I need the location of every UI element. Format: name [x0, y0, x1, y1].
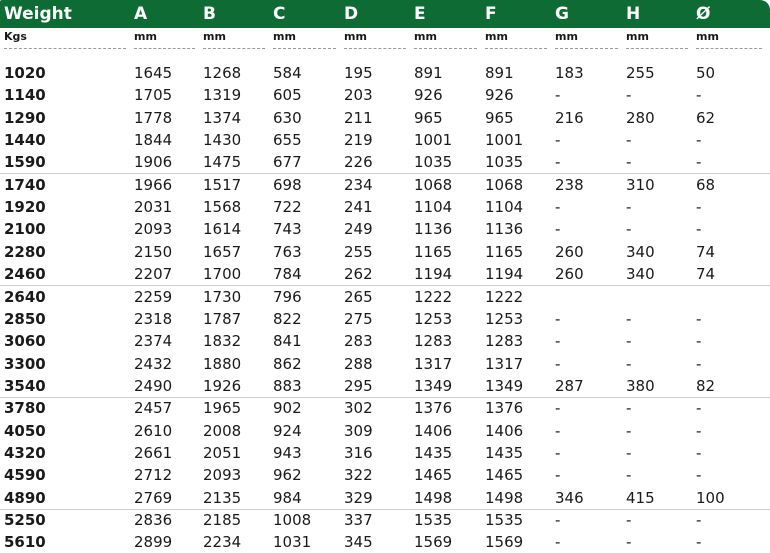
cell-c: 822	[273, 309, 302, 328]
column-header-e: E	[414, 4, 426, 24]
cell-diameter: -	[696, 220, 702, 239]
table-row	[0, 196, 770, 218]
cell-c: 1008	[273, 511, 312, 529]
cell-f: 1317	[485, 354, 524, 373]
table-row	[0, 330, 770, 352]
unit-underline	[203, 48, 265, 49]
cell-d: 234	[344, 175, 373, 194]
cell-e: 1165	[414, 242, 453, 261]
column-header-a: A	[134, 4, 148, 24]
cell-e: 926	[414, 86, 443, 105]
table-row	[0, 218, 770, 240]
cell-h: -	[626, 198, 632, 217]
table-row	[0, 464, 770, 486]
cell-weight: 4050	[4, 421, 46, 440]
cell-g: 260	[555, 265, 584, 284]
cell-g: 216	[555, 108, 584, 127]
cell-weight: 1440	[4, 131, 46, 150]
cell-weight: 2640	[4, 287, 46, 306]
cell-f: 1376	[485, 399, 524, 418]
cell-a: 1645	[134, 64, 173, 82]
cell-f: 1104	[485, 198, 524, 217]
cell-c: 722	[273, 198, 302, 217]
cell-weight: 2100	[4, 220, 46, 239]
cell-d: 316	[344, 443, 373, 462]
unit-label-diameter: mm	[696, 30, 719, 43]
cell-weight: 1920	[4, 198, 46, 217]
cell-weight: 1140	[4, 86, 46, 105]
cell-h: 415	[626, 488, 655, 507]
cell-h: -	[626, 421, 632, 440]
cell-e: 1435	[414, 443, 453, 462]
table-row	[0, 442, 770, 464]
cell-g: -	[555, 220, 561, 239]
column-header-d: D	[344, 4, 359, 24]
table-row	[0, 531, 770, 553]
cell-a: 1906	[134, 153, 173, 172]
cell-d: 265	[344, 287, 373, 306]
cell-weight: 3780	[4, 399, 46, 418]
cell-g: -	[555, 354, 561, 373]
unit-underline	[134, 48, 195, 49]
cell-e: 1136	[414, 220, 453, 239]
cell-d: 262	[344, 265, 373, 284]
cell-a: 1844	[134, 131, 173, 150]
cell-f: 1349	[485, 376, 524, 395]
cell-a: 2490	[134, 376, 173, 395]
unit-underline	[414, 48, 477, 49]
cell-h: -	[626, 153, 632, 172]
cell-weight: 5250	[4, 511, 46, 529]
cell-b: 1374	[203, 108, 242, 127]
cell-d: 322	[344, 466, 373, 485]
cell-e: 1376	[414, 399, 453, 418]
cell-a: 2457	[134, 399, 173, 418]
cell-b: 1614	[203, 220, 242, 239]
cell-b: 1700	[203, 265, 242, 284]
cell-h: 380	[626, 376, 655, 395]
table-row	[0, 308, 770, 330]
cell-e: 1001	[414, 131, 453, 150]
cell-c: 784	[273, 265, 302, 284]
cell-weight: 3060	[4, 332, 46, 351]
cell-b: 1832	[203, 332, 242, 351]
cell-a: 2093	[134, 220, 173, 239]
cell-c: 902	[273, 399, 302, 418]
cell-h: -	[626, 511, 632, 529]
cell-d: 249	[344, 220, 373, 239]
cell-d: 283	[344, 332, 373, 351]
cell-d: 275	[344, 309, 373, 328]
cell-c: 763	[273, 242, 302, 261]
unit-label-g: mm	[555, 30, 578, 43]
cell-a: 2432	[134, 354, 173, 373]
cell-diameter: -	[696, 198, 702, 217]
cell-weight: 2280	[4, 242, 46, 261]
cell-g: 260	[555, 242, 584, 261]
cell-g: -	[555, 86, 561, 105]
cell-diameter: -	[696, 332, 702, 351]
cell-e: 1222	[414, 287, 453, 306]
cell-b: 1880	[203, 354, 242, 373]
cell-c: 883	[273, 376, 302, 395]
cell-h: -	[626, 131, 632, 150]
cell-c: 655	[273, 131, 302, 150]
cell-diameter: -	[696, 131, 702, 150]
cell-weight: 1740	[4, 175, 46, 194]
cell-h: -	[626, 443, 632, 462]
cell-d: 288	[344, 354, 373, 373]
cell-e: 1283	[414, 332, 453, 351]
cell-c: 984	[273, 488, 302, 507]
cell-c: 677	[273, 153, 302, 172]
cell-g: -	[555, 131, 561, 150]
cell-b: 1430	[203, 131, 242, 150]
cell-c: 630	[273, 108, 302, 127]
cell-diameter: -	[696, 421, 702, 440]
cell-b: 1730	[203, 287, 242, 306]
cell-a: 2769	[134, 488, 173, 507]
cell-weight: 3540	[4, 376, 46, 395]
cell-d: 309	[344, 421, 373, 440]
cell-a: 2150	[134, 242, 173, 261]
cell-f: 926	[485, 86, 514, 105]
cell-weight: 2850	[4, 309, 46, 328]
cell-d: 226	[344, 153, 373, 172]
cell-e: 1035	[414, 153, 453, 172]
cell-diameter: 74	[696, 242, 716, 261]
cell-b: 1965	[203, 399, 242, 418]
cell-a: 1705	[134, 86, 173, 105]
cell-diameter: -	[696, 354, 702, 373]
cell-h: -	[626, 332, 632, 351]
unit-label-d: mm	[344, 30, 367, 43]
cell-c: 698	[273, 175, 302, 194]
table-row	[0, 487, 770, 509]
cell-weight: 1020	[4, 64, 46, 82]
unit-label-c: mm	[273, 30, 296, 43]
cell-g: -	[555, 198, 561, 217]
cell-b: 2185	[203, 511, 242, 529]
cell-h: 280	[626, 108, 655, 127]
table-row	[0, 62, 770, 84]
cell-diameter: -	[696, 309, 702, 328]
cell-h: -	[626, 86, 632, 105]
cell-diameter: 82	[696, 376, 716, 395]
table-row	[0, 129, 770, 151]
cell-g: -	[555, 443, 561, 462]
unit-label-weight: Kgs	[4, 30, 27, 43]
cell-weight: 4320	[4, 443, 46, 462]
unit-label-h: mm	[626, 30, 649, 43]
cell-e: 1349	[414, 376, 453, 395]
cell-diameter: -	[696, 511, 702, 529]
cell-g: 183	[555, 64, 584, 82]
cell-h: 255	[626, 64, 655, 82]
cell-f: 1253	[485, 309, 524, 328]
cell-b: 1787	[203, 309, 242, 328]
cell-a: 2661	[134, 443, 173, 462]
cell-b: 1475	[203, 153, 242, 172]
unit-underline	[696, 48, 762, 49]
cell-d: 337	[344, 511, 373, 529]
cell-c: 862	[273, 354, 302, 373]
cell-diameter: -	[696, 153, 702, 172]
cell-f: 1194	[485, 265, 524, 284]
table-row	[0, 107, 770, 129]
cell-f: 1222	[485, 287, 524, 306]
unit-underline	[626, 48, 688, 49]
cell-g: 287	[555, 376, 584, 395]
cell-g: 346	[555, 488, 584, 507]
cell-a: 2374	[134, 332, 173, 351]
cell-a: 2712	[134, 466, 173, 485]
cell-f: 1569	[485, 533, 524, 552]
cell-d: 302	[344, 399, 373, 418]
cell-d: 195	[344, 64, 373, 82]
cell-b: 1568	[203, 198, 242, 217]
cell-e: 1498	[414, 488, 453, 507]
cell-g: -	[555, 533, 561, 552]
cell-a: 2207	[134, 265, 173, 284]
cell-d: 219	[344, 131, 373, 150]
cell-diameter: 62	[696, 108, 716, 127]
cell-b: 2051	[203, 443, 242, 462]
table-row	[0, 84, 770, 106]
cell-g: -	[555, 511, 561, 529]
column-header-g: G	[555, 4, 569, 24]
cell-c: 605	[273, 86, 302, 105]
unit-underline	[344, 48, 406, 49]
cell-diameter: 74	[696, 265, 716, 284]
cell-d: 345	[344, 533, 373, 552]
cell-d: 329	[344, 488, 373, 507]
cell-e: 1194	[414, 265, 453, 284]
cell-diameter: -	[696, 86, 702, 105]
table-row	[0, 286, 770, 308]
cell-h: -	[626, 533, 632, 552]
cell-f: 1165	[485, 242, 524, 261]
cell-b: 1517	[203, 175, 242, 194]
cell-a: 2610	[134, 421, 173, 440]
cell-f: 1406	[485, 421, 524, 440]
cell-weight: 2460	[4, 265, 46, 284]
unit-label-b: mm	[203, 30, 226, 43]
cell-b: 2093	[203, 466, 242, 485]
cell-c: 1031	[273, 533, 312, 552]
cell-f: 1001	[485, 131, 524, 150]
cell-f: 1068	[485, 175, 524, 194]
table-row	[0, 397, 770, 419]
cell-b: 1319	[203, 86, 242, 105]
column-header-diameter: Ø	[696, 4, 711, 24]
cell-e: 1104	[414, 198, 453, 217]
cell-g: -	[555, 466, 561, 485]
cell-c: 584	[273, 64, 302, 82]
cell-h: 340	[626, 265, 655, 284]
cell-b: 1657	[203, 242, 242, 261]
cell-e: 1253	[414, 309, 453, 328]
table-row	[0, 420, 770, 442]
cell-e: 1535	[414, 511, 453, 529]
cell-f: 1535	[485, 511, 524, 529]
cell-f: 1465	[485, 466, 524, 485]
unit-underline	[555, 48, 618, 49]
table-header-bar	[0, 0, 770, 28]
cell-d: 203	[344, 86, 373, 105]
cell-a: 2318	[134, 309, 173, 328]
cell-diameter: 50	[696, 64, 716, 82]
cell-b: 2008	[203, 421, 242, 440]
column-header-weight: Weight	[4, 4, 72, 24]
table-row	[0, 375, 770, 397]
table-row	[0, 174, 770, 196]
cell-g: -	[555, 421, 561, 440]
unit-underline	[4, 48, 126, 49]
cell-h: -	[626, 466, 632, 485]
cell-diameter: -	[696, 443, 702, 462]
cell-a: 1966	[134, 175, 173, 194]
cell-e: 1406	[414, 421, 453, 440]
cell-g: -	[555, 153, 561, 172]
cell-f: 1136	[485, 220, 524, 239]
cell-diameter: -	[696, 466, 702, 485]
cell-h: -	[626, 399, 632, 418]
cell-b: 2234	[203, 533, 242, 552]
column-header-f: F	[485, 4, 497, 24]
cell-d: 241	[344, 198, 373, 217]
cell-h: 340	[626, 242, 655, 261]
cell-a: 2899	[134, 533, 173, 552]
table-row	[0, 263, 770, 285]
cell-weight: 3300	[4, 354, 46, 373]
cell-diameter: 100	[696, 488, 725, 507]
unit-label-f: mm	[485, 30, 508, 43]
cell-weight: 1290	[4, 108, 46, 127]
cell-h: -	[626, 354, 632, 373]
cell-weight: 5610	[4, 533, 46, 552]
cell-a: 1778	[134, 108, 173, 127]
cell-c: 841	[273, 332, 302, 351]
cell-a: 2031	[134, 198, 173, 217]
cell-g: 238	[555, 175, 584, 194]
cell-e: 965	[414, 108, 443, 127]
table-row	[0, 241, 770, 263]
cell-f: 1035	[485, 153, 524, 172]
cell-c: 924	[273, 421, 302, 440]
cell-e: 1317	[414, 354, 453, 373]
cell-a: 2836	[134, 511, 173, 529]
cell-diameter: 68	[696, 175, 716, 194]
cell-f: 1435	[485, 443, 524, 462]
cell-c: 962	[273, 466, 302, 485]
column-header-c: C	[273, 4, 286, 24]
unit-underline	[273, 48, 336, 49]
table-row	[0, 151, 770, 173]
cell-f: 891	[485, 64, 514, 82]
unit-label-a: mm	[134, 30, 157, 43]
cell-d: 211	[344, 108, 373, 127]
cell-h: 310	[626, 175, 655, 194]
cell-b: 1926	[203, 376, 242, 395]
unit-label-e: mm	[414, 30, 437, 43]
cell-weight: 1590	[4, 153, 46, 172]
cell-c: 943	[273, 443, 302, 462]
cell-h: -	[626, 220, 632, 239]
cell-b: 1268	[203, 64, 242, 82]
cell-g: -	[555, 399, 561, 418]
cell-d: 255	[344, 242, 373, 261]
cell-c: 743	[273, 220, 302, 239]
column-header-b: B	[203, 4, 216, 24]
table-row	[0, 353, 770, 375]
cell-diameter: -	[696, 399, 702, 418]
cell-f: 1283	[485, 332, 524, 351]
cell-h: -	[626, 309, 632, 328]
cell-b: 2135	[203, 488, 242, 507]
cell-f: 965	[485, 108, 514, 127]
cell-g: -	[555, 332, 561, 351]
unit-underline	[485, 48, 547, 49]
cell-e: 1465	[414, 466, 453, 485]
cell-diameter: -	[696, 533, 702, 552]
cell-a: 2259	[134, 287, 173, 306]
cell-weight: 4890	[4, 488, 46, 507]
cell-e: 1569	[414, 533, 453, 552]
cell-c: 796	[273, 287, 302, 306]
cell-e: 891	[414, 64, 443, 82]
cell-d: 295	[344, 376, 373, 395]
cell-e: 1068	[414, 175, 453, 194]
table-row	[0, 509, 770, 531]
cell-f: 1498	[485, 488, 524, 507]
cell-g: -	[555, 309, 561, 328]
cell-weight: 4590	[4, 466, 46, 485]
column-header-h: H	[626, 4, 641, 24]
